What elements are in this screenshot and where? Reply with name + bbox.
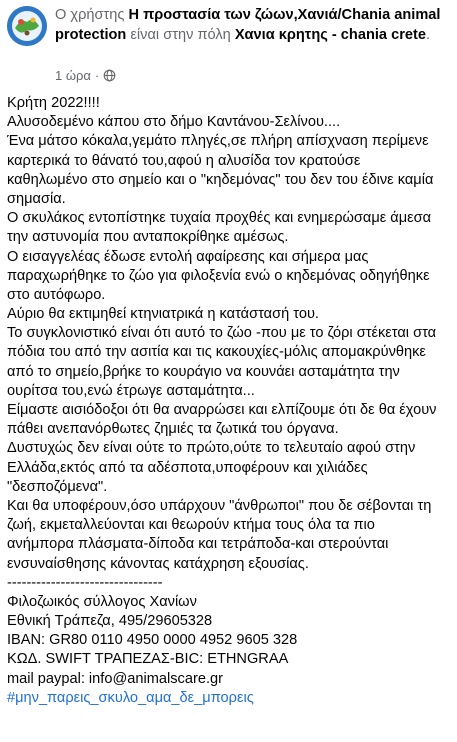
- post-text-line: "δεσποζόμενα".: [7, 478, 108, 495]
- post-timestamp[interactable]: 1 ώρα: [55, 68, 91, 83]
- meta-separator: ·: [94, 68, 100, 83]
- post-text-line: καρτερικά το θάνατό του,αφού η αλυσίδα τον κρατούσε: [7, 152, 361, 169]
- post-text-line: mail paypal: info@animalscare.gr: [7, 670, 223, 687]
- hashtag-link[interactable]: #μην_παρεις_σκυλο_αμα_δε_μπορεις: [7, 689, 254, 706]
- post-text-line: παραχωρήθηκε το ζώο για φιλοξενία ενώ ο κηδεμόνας οδηγήθηκε: [7, 267, 430, 284]
- post-text-line: ζωή, εκμεταλλεύονται και θεωρούν κτήμα τους όλα τα πιο: [7, 517, 375, 534]
- post-text-line: Αλυσοδεμένο κάπου στο δήμο Καντάνου-Σελίνου....: [7, 114, 341, 131]
- attribution-middle: είναι στην πόλη: [130, 27, 231, 43]
- post-text-line: Το συγκλονιστικό είναι ότι αυτό το ζώο -που με το ζόρι στέκεται στα: [7, 325, 437, 342]
- post-text-line: Φιλοζωικός σύλλογος Χανίων: [7, 593, 197, 610]
- location-link[interactable]: Χανια κρητης - chania crete: [234, 27, 426, 43]
- post-header: [0, 0, 457, 92]
- post-text-line: ΚΩΔ. SWIFT ΤΡΑΠΕΖΑΣ-BIC: ETHNGRAA: [7, 651, 289, 668]
- post-text-line: Και θα υποφέρουν,όσο υπάρχουν "άνθρωποι" που δε σέβονται τη: [7, 497, 432, 514]
- post-text-line: από το σημείο,βρήκε το κουράγιο να κουνάει ασταμάτητα την: [7, 363, 400, 380]
- globe-icon[interactable]: [103, 69, 116, 82]
- post-attribution: [55, 5, 455, 45]
- page-name-link[interactable]: Η προστασία των ζώων,Χανιά/Chania animal protection: [55, 7, 441, 43]
- post-text-line: πάθει ανεπανόρθωτες ζημιές τα ζωτικά του όργανα.: [7, 421, 339, 438]
- post-text-line: καθηλωμένο στο σημείο και ο "κηδεμόνας" του δεν του έδινε καμία: [7, 171, 434, 188]
- post-text-line: Αύριο θα εκτιμηθεί κτηνιατρικά η κατάστασή του.: [7, 306, 319, 323]
- post-text-line: Δυστυχώς δεν είναι ούτε το πρώτο,ούτε το τελευταίο αφού στην: [7, 440, 416, 457]
- post-text-line: IBAN: GR80 0110 4950 0000 4952 9605 328: [7, 632, 298, 649]
- avatar-logo-icon: [7, 6, 47, 46]
- post-text-line: Κρήτη 2022!!!!: [7, 95, 100, 111]
- page-avatar[interactable]: [7, 6, 47, 46]
- post-text-line: ουρίτσα του,ενώ έτρωγε ασταμάτητα...: [7, 382, 255, 399]
- post-text-line: πόδια του από την ασιτία και τις κακουχίες-μόλις απομακρύνθηκε: [7, 344, 426, 361]
- post-text-line: Εθνική Τράπεζα, 495/29605328: [7, 613, 213, 630]
- post-body: [7, 94, 457, 708]
- post-text-line: ενσυναίσθησης κάνοντας κατάχρηση εξουσίας.: [7, 555, 309, 572]
- post-text-line: Είμαστε αισιόδοξοι ότι θα αναρρώσει και ελπίζουμε ότι δε θα έχουν: [7, 402, 437, 418]
- post-text-line: σημασία.: [7, 190, 66, 207]
- post-text-line: ανήμπορα πλάσματα-δίποδα και τετράποδα-και στερούνται: [7, 536, 389, 553]
- post-text-line: στο αυτόφωρο.: [7, 286, 106, 303]
- post-meta: [55, 68, 116, 83]
- post-text-line: Ο εισαγγελέας έδωσε εντολή αφαίρεσης και σήμερα μας: [7, 248, 369, 265]
- post-text-line: --------------------------------: [7, 574, 163, 591]
- post-text-line: την αστυνομία που ανταποκρίθηκε αμέσως.: [7, 229, 289, 246]
- post-text-line: Ελλάδα,εκτός από τα αδέσποτα,υποφέρουν και χιλιάδες: [7, 459, 368, 476]
- post-text-line: Ένα μάτσο κόκαλα,γεμάτο πληγές,σε πλήρη απίσχναση περίμενε: [7, 133, 429, 150]
- attribution-suffix: .: [425, 27, 431, 43]
- attribution-prefix: Ο χρήστης: [55, 7, 125, 23]
- post-text-line: Ο σκυλάκος εντοπίστηκε τυχαία προχθές και ενημερώσαμε άμεσα: [7, 210, 432, 227]
